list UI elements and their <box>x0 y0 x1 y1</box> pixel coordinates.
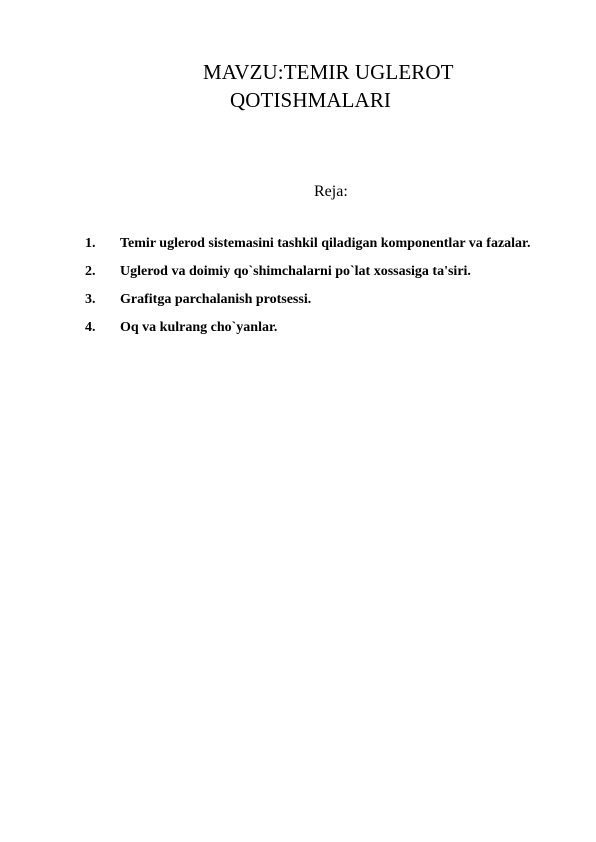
plan-heading: Reja: <box>314 183 348 200</box>
plan-item-2 <box>85 258 552 286</box>
plan-item-text: Oq va kulrang cho`yanlar. <box>120 320 278 335</box>
plan-item-number: 4. <box>85 320 96 335</box>
plan-item-text: Uglerod va doimiy qo`shimchalarni po`lat xossasiga ta'siri. <box>120 264 471 279</box>
plan-item-text: Grafitga parchalanish protsessi. <box>120 292 312 307</box>
title-line-2: QOTISHMALARI <box>230 88 392 112</box>
plan-item-1 <box>85 230 552 258</box>
plan-item-3 <box>85 286 552 314</box>
plan-item-text: Temir uglerod sistemasini tashkil qiladigan komponentlar va fazalar. <box>120 236 531 251</box>
title-line-1: MAVZU:TEMIR UGLEROT <box>203 60 454 84</box>
plan-list <box>85 230 552 342</box>
plan-item-number: 3. <box>85 292 96 307</box>
plan-item-number: 2. <box>85 264 96 279</box>
plan-item-4 <box>85 314 552 342</box>
plan-item-number: 1. <box>85 236 96 251</box>
